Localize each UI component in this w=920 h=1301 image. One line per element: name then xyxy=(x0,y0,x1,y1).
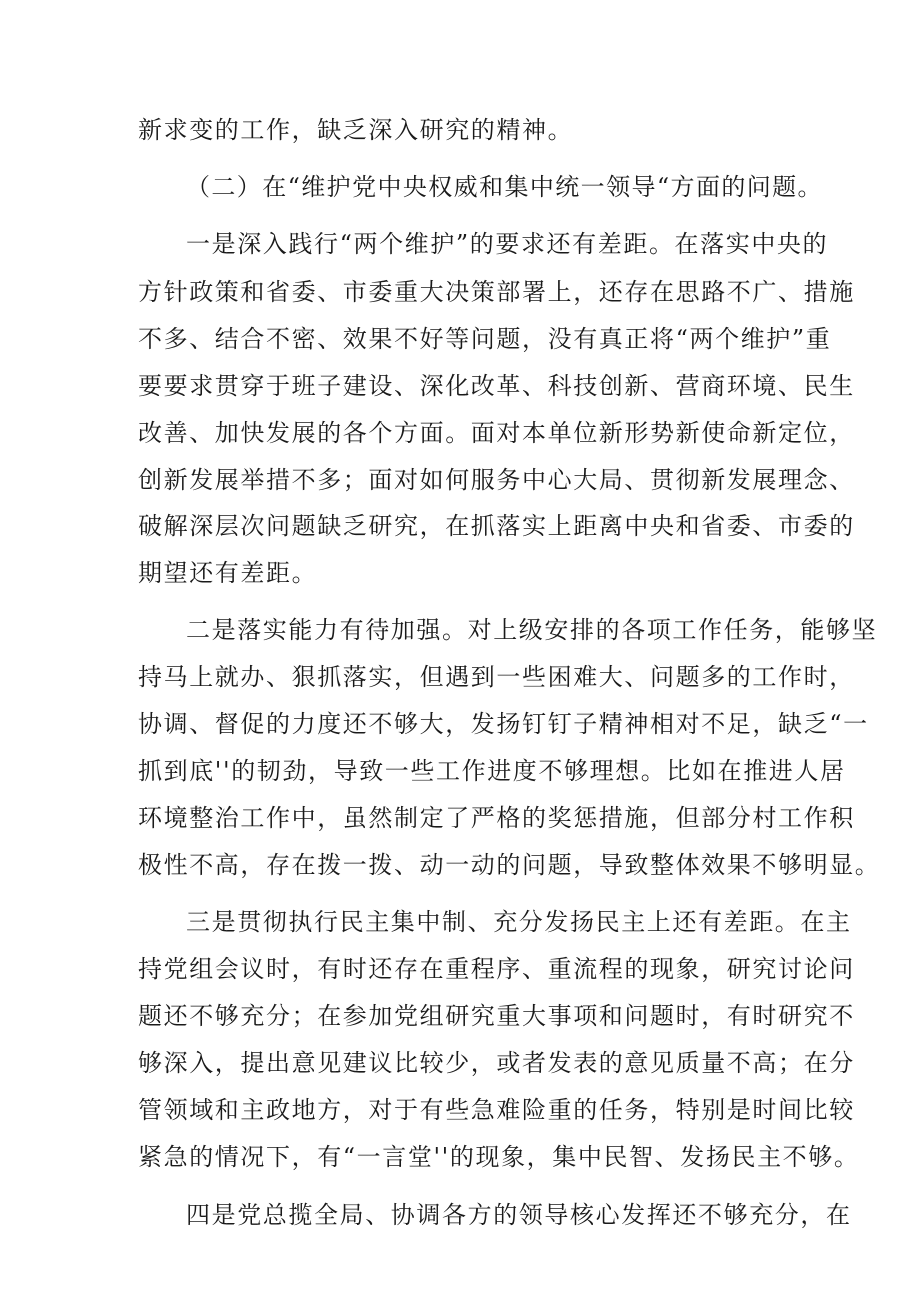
paragraph-line: 三是贯彻执行民主集中制、充分发扬民主上还有差距。在主 xyxy=(186,908,852,936)
paragraph-line: 期望还有差距。 xyxy=(138,559,318,587)
intro-line: 新求变的工作，缺乏深入研究的精神。 xyxy=(138,116,574,144)
paragraph-line: 不多、结合不密、效果不好等问题，没有真正将“两个维护”重 xyxy=(138,325,832,353)
paragraph-line: 一是深入践行“两个维护”的要求还有差距。在落实中央的 xyxy=(186,230,829,258)
paragraph-line: 四是党总揽全局、协调各方的领导核心发挥还不够充分，在 xyxy=(186,1201,852,1229)
paragraph-line: 极性不高，存在拨一拨、动一动的问题，导致整体效果不够明显。 xyxy=(138,851,881,879)
paragraph-line: 持党组会议时，有时还存在重程序、重流程的现象，研究讨论问 xyxy=(138,955,855,983)
paragraph-line: 协调、督促的力度还不够大，发扬钉钉子精神相对不足，缺乏“一 xyxy=(138,710,869,738)
paragraph-line: 环境整治工作中，虽然制定了严格的奖惩措施，但部分村工作积 xyxy=(138,804,855,832)
paragraph-line: 够深入，提出意见建议比较少，或者发表的意见质量不高；在分 xyxy=(138,1049,855,1077)
paragraph-line: 二是落实能力有待加强。对上级安排的各项工作任务，能够坚 xyxy=(186,616,878,644)
paragraph-line: 持马上就办、狠抓落实，但遇到一些困难大、问题多的工作时， xyxy=(138,663,855,691)
paragraph-line: 题还不够充分；在参加党组研究重大事项和问题时，有时研究不 xyxy=(138,1002,855,1030)
paragraph-line: 改善、加快发展的各个方面。面对本单位新形势新使命新定位， xyxy=(138,419,855,447)
section-heading: （二）在“维护党中央权威和集中统一领导“方面的问题。 xyxy=(186,173,823,201)
paragraph-line: 破解深层次问题缺乏研究，在抓落实上距离中央和省委、市委的 xyxy=(138,512,855,540)
paragraph-line: 管领域和主政地方，对于有些急难险重的任务，特别是时间比较 xyxy=(138,1096,855,1124)
paragraph-line: 紧急的情况下，有“一言堂''的现象，集中民智、发扬民主不够。 xyxy=(138,1143,860,1171)
paragraph-line: 创新发展举措不多；面对如何服务中心大局、贯彻新发展理念、 xyxy=(138,466,855,494)
paragraph-line: 抓到底''的韧劲，导致一些工作进度不够理想。比如在推进人居 xyxy=(138,757,846,785)
paragraph-line: 要要求贯穿于班子建设、深化改革、科技创新、营商环境、民生 xyxy=(138,372,855,400)
paragraph-line: 方针政策和省委、市委重大决策部署上，还存在思路不广、措施 xyxy=(138,278,855,306)
